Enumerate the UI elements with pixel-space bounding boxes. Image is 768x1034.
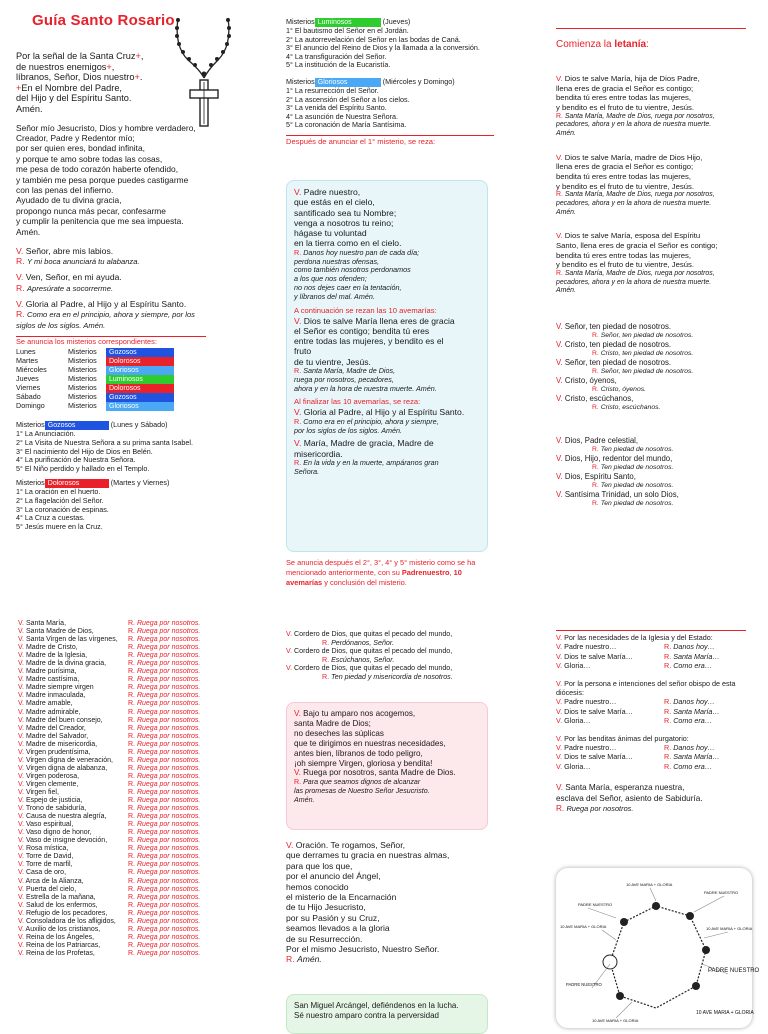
litany-response: R. Ruega por nosotros. [128, 676, 201, 684]
diagram-label: 10 AVE MARIA + GLORIA [706, 926, 753, 931]
intro-line: del Hijo y del Espíritu Santo. [16, 93, 132, 104]
litany-invocation: V. Virgen fiel, [18, 788, 59, 796]
ave-note: A continuación se rezan las 10 avemarías: [294, 305, 437, 315]
litany-row [18, 628, 218, 636]
letany-block: V. Dios te salve María, esposa del Espíritu Santo, llena eres de gracia el Señor es contigo; bendita tú eres entre todas las mujeres, y bendito es el fruto de tu vientre, Jesús. R. Santa María, Madre de Dios, ruega por nosotros, pecadores, ahora y en la ahora de nuestra muerte. Amén. [556, 231, 718, 295]
intro-line: Amén. [16, 103, 43, 114]
glory-be-response: R. Como era en el principio, ahora y siempre, por los siglos de los siglos. Amén. [294, 416, 439, 435]
litany-response: R. Ruega por nosotros. [128, 628, 201, 636]
rosary-chain-illustration [556, 868, 760, 1028]
diagram-label: 10 AVE MARIA + GLORIA [560, 924, 607, 929]
litany-response: R. Ruega por nosotros. [128, 684, 201, 692]
litany-row [18, 733, 218, 741]
litany-invocation: V. Casa de oro, [18, 869, 67, 877]
litany-invocation: V. Torre de marfil, [18, 861, 73, 869]
litany-response: R. Ruega por nosotros. [128, 764, 201, 772]
litany-invocation: V. Salud de los enfermos, [18, 901, 98, 909]
litany-row [18, 926, 218, 934]
litany-response: R. Ruega por nosotros. [128, 668, 201, 676]
litany-response: R. Ruega por nosotros. [128, 853, 201, 861]
intention-block: V. Por las benditas ánimas del purgatorio: V. Padre nuestro… R. Danos hoy… V. Dios te salve María… R. Santa María… V. Gloria… R. Como era… [556, 733, 720, 771]
litany-row [18, 861, 218, 869]
sub-tuum-response: R. Para que seamos dignos de alcanzar las promesas de Nuestro Señor Jesucristo. Amén. [294, 778, 430, 804]
column-top-left [16, 12, 216, 582]
litany-invocation: V. Causa de nuestra alegría, [18, 813, 107, 821]
after-announce-note: Después de anunciar el 1° misterio, se reza: [286, 136, 436, 146]
intro-line: líbranos, Señor, Dios nuestro+. [16, 72, 143, 83]
opening-versicles: V. Señor, abre mis labios. R. Y mi boca anunciará tu alabanza. V. Ven, Señor, en mi ayuda. R. Apresúrate a socorrerme. V. Gloria al Padre, al Hijo y al Espíritu Santo. R. Como era en el principio, ahora y siempre, por los siglos de los siglos. Amén. [16, 246, 195, 331]
litany-response: R. Ruega por nosotros. [128, 941, 201, 949]
divider [556, 630, 746, 631]
litany-response: R. Ruega por nosotros. [128, 869, 201, 877]
litany-row [18, 837, 218, 845]
sign-of-cross [16, 51, 166, 115]
prayers-box-green: San Miguel Arcángel, defiéndenos en la lucha. Sé nuestro amparo contra la perversidad [286, 994, 488, 1034]
day-row: Miércoles Misterios Gloriosos [16, 366, 216, 375]
litany-response: R. Ruega por nosotros. [128, 652, 201, 660]
litany-invocation: V. Virgen clemente, [18, 780, 79, 788]
litany-row [18, 765, 218, 773]
litany-response: R. Ruega por nosotros. [128, 692, 201, 700]
litany-row [18, 878, 218, 886]
litany-response: R. Ruega por nosotros. [128, 829, 201, 837]
rosary-cross-icon [166, 8, 238, 130]
litany-invocation: V. Santa María, [18, 620, 67, 627]
litany-invocation: V. Virgen poderosa, [18, 772, 80, 780]
litany-invocation: V. Refugio de los pecadores, [18, 909, 108, 917]
litany-row [18, 829, 218, 837]
hail-mary: V. Dios te salve María llena eres de gracia el Señor es contigo; bendita tú eres entre todas las mujeres, y bendito es el fruto de tu vientre, Jesús. [294, 315, 455, 367]
days-table [16, 348, 216, 411]
column-bottom-right [556, 630, 760, 1024]
litany-response: R. Ruega por nosotros. [128, 949, 201, 957]
mysteries-glorious: Misterios Gloriosos (Miércoles y Domingo) 1° La resurrección del Señor. 2° La ascensión del Señor a los cielos. 3° La venida del Espíritu Santo. 4° La asunción de Nuestra Señora. 5° La coronación de María Santísima. [286, 76, 455, 130]
litany-response: R. Ruega por nosotros. [128, 909, 201, 917]
page-title: Guía Santo Rosario [32, 12, 175, 29]
litany-row [18, 700, 218, 708]
litany-response: R. Ruega por nosotros. [128, 925, 201, 933]
litany-invocation: V. Auxilio de los cristianos, [18, 925, 101, 933]
diagram-label: 10 AVE MARIA + GLORIA [592, 1018, 639, 1023]
litany-invocation: V. Trono de sabiduría, [18, 805, 87, 813]
litany-row [18, 636, 218, 644]
letany-heading: Comienza la letanía: [556, 39, 649, 50]
litany-row [18, 845, 218, 853]
litany-response: R. Ruega por nosotros. [128, 724, 201, 732]
litany-response: R. Ruega por nosotros. [128, 877, 201, 885]
act-of-contrition: Señor mío Jesucristo, Dios y hombre verdadero, Creador, Padre y Redentor mío; por ser quien eres, bondad infinita, y porque te amo sobre todas las cosas, me pesa de todo corazón haberte ofendido, y también me pesa porque puedes castigarme con las penas del infierno. Ayudado de tu divina gracia, propongo nunca más pecar, confesarme y cumplir la penitencia que me sea impuesta. Amén. [16, 122, 196, 237]
litany-invocation: V. Santa Madre de Dios, [18, 628, 94, 636]
litany-invocation: V. Virgen digna de alabanza, [18, 764, 108, 772]
litany-row [18, 781, 218, 789]
litany-response: R. Ruega por nosotros. [128, 716, 201, 724]
mother-of-grace-response: R. En la vida y en la muerte, ampáranos gran Señora. [294, 457, 439, 476]
diagram-label: 10 AVE MARIA + GLORIA [626, 882, 673, 887]
litany-response: R. Ruega por nosotros. [128, 636, 201, 644]
agnus-dei: V. Cordero de Dios, que quitas el pecado del mundo, R. Perdónanos, Señor. V. Cordero de Dios, que quitas el pecado del mundo, R. Escúchanos, Señor. V. Cordero de Dios, que quitas el pecado del mundo, R. Ten piedad y misericordia de nosotros. [286, 630, 453, 681]
litany-response: R. Ruega por nosotros. [128, 821, 201, 829]
litany-row [18, 853, 218, 861]
litany-row [18, 749, 218, 757]
intention-block: V. Por las necesidades de la Iglesia y del Estado: V. Padre nuestro… R. Danos hoy… V. Dios te salve María… R. Santa María… V. Gloria… R. Como era… [556, 633, 720, 671]
litany-invocation: V. Estrella de la mañana, [18, 893, 96, 901]
day-row: Viernes Misterios Dolorosos [16, 384, 216, 393]
litany-row [18, 741, 218, 749]
litany-response: R. Ruega por nosotros. [128, 797, 201, 805]
litany-response: R. Ruega por nosotros. [128, 901, 201, 909]
our-father-response: R. Danos hoy nuestro pan de cada día; perdona nuestras ofensas, como también nosotros perdonamos a los que nos ofenden; no nos dejes caer en la tentación, y líbranos del mal. Amén. [294, 247, 420, 301]
litany-response: R. Ruega por nosotros. [128, 756, 201, 764]
litany-invocation: V. Reina de los Ángeles, [18, 933, 95, 941]
gloria-note: Al finalizar las 10 avemarías, se reza: [294, 397, 421, 407]
litany-invocation: V. Madre del Salvador, [18, 732, 89, 740]
diagram-label: PADRE NUESTRO [708, 968, 760, 974]
kyrie: V. Señor, ten piedad de nosotros. R. Señor, ten piedad de nosotros. V. Cristo, ten piedad de nosotros. R. Cristo, ten piedad de nosotros. V. Señor, ten piedad de nosotros. R. Señor, ten piedad de nosotros. V. Cristo, óyenos, R. Cristo, óyenos. V. Cristo, escúchanos, R. Cristo, escúchanos. [556, 321, 694, 411]
mysteries-joyful: Misterios Gozosos (Lunes y Sábado) 1° La Anunciación. 2° La Visita de Nuestra Señora a su prima santa Isabel. 3° El nacimiento del Hijo de Dios en Belén. 4° La purificación de Nuestra Señora. 5° El Niño perdido y hallado en el Templo. [16, 420, 193, 473]
litany-response: R. Ruega por nosotros. [128, 861, 201, 869]
litany-response: R. Ruega por nosotros. [128, 917, 201, 925]
litany-row [18, 684, 218, 692]
litany-response: R. Ruega por nosotros. [128, 893, 201, 901]
litany-invocation: V. Vaso espiritual, [18, 821, 74, 829]
prayers-box-pink [286, 702, 488, 830]
litany-response: R. Ruega por nosotros. [128, 700, 201, 708]
litany-invocation: V. Madre del Creador, [18, 724, 86, 732]
litany-invocation: V. Espejo de justicia, [18, 797, 83, 805]
intro-line: +En el Nombre del Padre, [16, 82, 122, 93]
litany-row [18, 620, 218, 628]
mysteries-luminous: Misterios Luminosos (Jueves) 1° El bautismo del Señor en el Jordán. 2° La autorrevelación del Señor en las bodas de Caná. 3° El anuncio del Reino de Dios y la llamada a la conversión. 4° La transfiguración del Señor. 5° La institución de la Eucaristía. [286, 17, 480, 70]
litany-invocation: V. Santa Virgen de las vírgenes, [18, 636, 118, 644]
column-top-middle [286, 17, 494, 587]
letany-block: V. Dios te salve María, hija de Dios Padre, llena eres de gracia el Señor es contigo; bendita tú eres entre todas las mujeres, y bendito es el fruto de tu vientre, Jesús. R. Santa María, Madre de Dios, ruega por nosotros, pecadores, ahora y en la ahora de nuestra muerte. Amén. [556, 74, 715, 137]
litany-invocation: V. Madre purísima, [18, 668, 77, 676]
litany-invocation: V. Rosa mística, [18, 845, 69, 853]
sub-tuum: V. Bajo tu amparo nos acogemos, santa Madre de Dios; no deseches las súplicas que te dirigimos en nuestras necesidades, antes bien, líbranos de todo peligro, ¡oh siempre Virgen, gloriosa y bendita! V. Ruega por nosotros, santa Madre de Dios. [294, 709, 456, 778]
litany-row [18, 757, 218, 765]
litany-invocation: V. Vaso digno de honor, [18, 829, 92, 837]
mysteries-sorrowful: Misterios Dolorosos (Martes y Viernes) 1° La oración en el huerto. 2° La flagelación del Señor. 3° La coronación de espinas. 4° La Cruz a cuestas. 5° Jesús muere en la Cruz. [16, 478, 170, 531]
litany-row [18, 869, 218, 877]
litany-invocation: V. Madre de la divina gracia, [18, 660, 107, 668]
diagram-label: PADRE NUESTRO [704, 890, 739, 895]
litany-row [18, 942, 218, 950]
litany-row [18, 821, 218, 829]
prayers-box-blue [286, 180, 488, 552]
litany-row [18, 902, 218, 910]
litany-invocation: V. Virgen digna de veneración, [18, 756, 113, 764]
hail-mary-response: R. Santa María, Madre de Dios, ruega por nosotros, pecadores, ahora y en la hora de nuestra muerte. Amén. [294, 366, 437, 393]
litany-invocation: V. Torre de David, [18, 853, 74, 861]
litany-row [18, 813, 218, 821]
day-row: Lunes Misterios Gozosos [16, 348, 216, 357]
litany-invocation: V. Madre amable, [18, 700, 73, 708]
days-heading: Se anuncia los misterios correspondientes: [16, 337, 157, 347]
day-row: Jueves Misterios Luminosos [16, 375, 216, 384]
litany-row [18, 918, 218, 926]
litany-invocation: V. Madre de misericordia, [18, 740, 98, 748]
litany-row [18, 894, 218, 902]
litany-row [18, 652, 218, 660]
litany-row [18, 725, 218, 733]
litany-invocation: V. Madre castísima, [18, 676, 80, 684]
litany-response: R. Ruega por nosotros. [128, 644, 201, 652]
diagram-label: PADRE NUESTRO [566, 982, 602, 987]
litany-response: R. Ruega por nosotros. [128, 805, 201, 813]
letany-block: V. Dios te salve María, madre de Dios Hijo, llena eres de gracia el Señor es contigo; bendita tú eres entre todas las mujeres, y bendito es el fruto de tu vientre, Jesús. R. Santa María, Madre de Dios, ruega por nosotros, pecadores, ahora y en la ahora de nuestra muerte. Amén. [556, 152, 715, 216]
glory-be: V. Gloria al Padre, al Hijo y al Espíritu Santo. [294, 407, 465, 418]
column-top-right [556, 28, 760, 568]
litany-row [18, 676, 218, 684]
litany-response: R. Ruega por nosotros. [128, 772, 201, 780]
litany-row [18, 668, 218, 676]
litany-invocation: V. Madre admirable, [18, 708, 81, 716]
litany-response: R. Ruega por nosotros. [128, 933, 201, 941]
divider [286, 135, 494, 136]
litany-invocation: V. Madre de la Iglesia, [18, 652, 88, 660]
litany-response: R. Ruega por nosotros. [128, 845, 201, 853]
intro-line: Por la señal de la Santa Cruz+, [16, 51, 144, 61]
litany-row [18, 886, 218, 894]
litany-row [18, 805, 218, 813]
litany-response: R. Ruega por nosotros. [128, 732, 201, 740]
closing-prayer: V. Santa María, esperanza nuestra, esclava del Señor, asiento de Sabiduría. R. Ruega por nosotros. [556, 783, 703, 814]
litany-response: R. Ruega por nosotros. [128, 837, 201, 845]
litany-row [18, 644, 218, 652]
litany-response: R. Ruega por nosotros. [128, 660, 201, 668]
litany-invocation: V. Reina de los Patriarcas, [18, 941, 101, 949]
day-row: Martes Misterios Dolorosos [16, 357, 216, 366]
litany-response: R. Ruega por nosotros. [128, 780, 201, 788]
trinity: V. Dios, Padre celestial, R. Ten piedad de nosotros. V. Dios, Hijo, redentor del mundo, R. Ten piedad de nosotros. V. Dios, Espíritu Santo, R. Ten piedad de nosotros. V. Santísima Trinidad, un solo Dios, R. Ten piedad de nosotros. [556, 435, 679, 507]
litany-response: R. Ruega por nosotros. [128, 885, 201, 893]
litany-row [18, 660, 218, 668]
litany-response: R. Ruega por nosotros. [128, 708, 201, 716]
mother-of-grace: V. María, Madre de gracia, Madre de misericordia. [294, 438, 434, 459]
litany-invocation: V. Puerta del cielo, [18, 885, 77, 893]
column-bottom-left [18, 620, 218, 1024]
litany-row [18, 717, 218, 725]
litany-response: R. Ruega por nosotros. [128, 788, 201, 796]
litany-invocation: V. Vaso de insigne devoción, [18, 837, 108, 845]
diagram-label: PADRE NUESTRO [578, 902, 613, 907]
day-row: Sábado Misterios Gozosos [16, 393, 216, 402]
litany-invocation: V. Reina de los Profetas, [18, 949, 95, 957]
announce-after-note: Se anuncia después el 2°, 3°, 4° y 5° misterio como se ha mencionado anteriormente, con su Padrenuestro, 10 avemarías y conclusión del misterio. [286, 558, 476, 587]
our-father: V. Padre nuestro, que estás en el cielo, santificado sea tu Nombre; venga a nosotros tu reino; hágase tu voluntad en la tierra como en el cielo. [294, 187, 402, 249]
divider [556, 28, 746, 29]
litany-invocation: V. Madre siempre virgen [18, 684, 94, 692]
litany-response: R. Ruega por nosotros. [128, 740, 201, 748]
intro-line: de nuestros enemigos+, [16, 61, 115, 72]
litany-row [18, 950, 218, 958]
intention-block: V. Por la persona e intenciones del señor obispo de esta diócesis: V. Padre nuestro… R. Danos hoy… V. Dios te salve María… R. Santa María… V. Gloria… R. Como era… [556, 678, 736, 726]
litany-row [18, 773, 218, 781]
final-prayer: V. Oración. Te rogamos, Señor, que derrames tu gracia en nuestras almas, para que los que, por el anuncio del Ángel, hemos conocido el misterio de la Encarnación de tu Hijo Jesucristo, por su Pasión y su Cruz, seamos llevados a la gloria de su Resurrección. Por el mismo Jesucristo, Nuestro Señor. R. Amén. [286, 840, 450, 965]
litany-row [18, 934, 218, 942]
litany-row [18, 692, 218, 700]
day-row: Domingo Misterios Gloriosos [16, 402, 216, 411]
litany-response: R. Ruega por nosotros. [128, 813, 201, 821]
litany-row [18, 797, 218, 805]
litany-invocation: V. Madre inmaculada, [18, 692, 86, 700]
litany-invocation: V. Virgen prudentísima, [18, 748, 91, 756]
rosary-diagram [556, 868, 760, 1028]
litany-invocation: V. Madre del buen consejo, [18, 716, 103, 724]
our-father-beads [616, 902, 710, 1000]
litany-invocation: V. Arca de la Alianza, [18, 877, 84, 885]
litany-invocation: V. Consoladora de los afligidos, [18, 917, 116, 925]
litany-response: R. Ruega por nosotros. [128, 620, 201, 627]
litany-response: R. Ruega por nosotros. [128, 748, 201, 756]
litany-row [18, 789, 218, 797]
litany-row [18, 709, 218, 717]
litany-row [18, 910, 218, 918]
column-bottom-middle [286, 630, 494, 1024]
diagram-label: 10 AVE MARIA + GLORIA [696, 1010, 754, 1016]
litany-invocation: V. Madre de Cristo, [18, 644, 78, 652]
